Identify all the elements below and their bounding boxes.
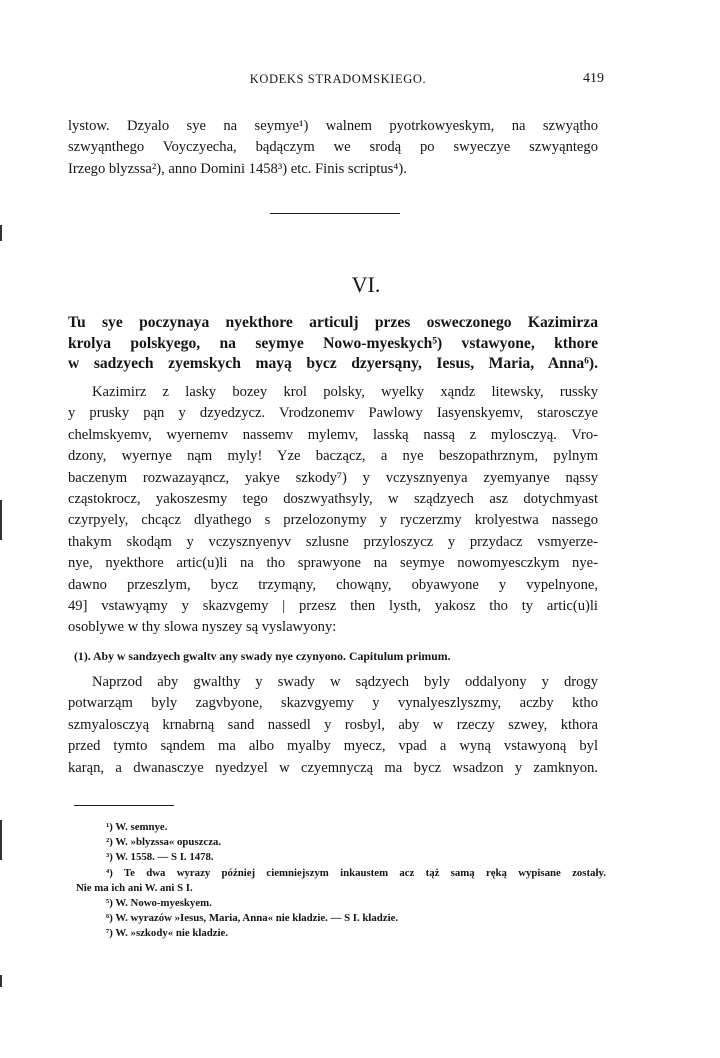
scan-edge-mark [0, 500, 2, 540]
footnote: ⁴) Te dwa wyrazy później ciemniejszym inkaustem acz tąż samą ręką wypisane zostały. [106, 866, 606, 879]
section-divider [270, 213, 400, 214]
scan-edge-mark [0, 225, 2, 241]
text-line: dzony, wyernye nąm myly! Yze baczącz, a nye beszopathrznym, pylnym [68, 448, 598, 465]
paragraph-royal-letter [68, 382, 598, 639]
text-line: lystow. Dzyalo sye na seymye¹) walnem pyotrkowyeskym, na szwyątho [68, 118, 598, 134]
text-line: Naprzod aby gwalthy y swady w sądzyech byly oddalyony y drogy [92, 674, 598, 690]
paragraph-closing-previous-section [68, 116, 598, 180]
footnote: ⁶) W. wyrazów »Iesus, Maria, Anna« nie kladzie. — S I. kladzie. [106, 912, 399, 925]
footnotes [76, 820, 606, 942]
footnote: ⁷) W. »szkody« nie kladzie. [106, 927, 229, 940]
chapter-heading: (1). Aby w sandzyech gwaltv any swady nye czynyono. Capitulum primum. [74, 649, 451, 663]
heading-line: w sadzyech zyemskych mayą bycz dzyersąny, Iesus, Maria, Anna⁶). [68, 355, 598, 372]
footnote: ¹) W. semnye. [106, 821, 168, 833]
text-line: czyrpyely, chcącz dlyathego s przelozonymy y ryczerzmy krolyestwa nassego [68, 512, 598, 529]
scan-edge-mark [0, 820, 2, 860]
section-number: VI. [351, 272, 381, 297]
text-line: nye, nyekthore artic(u)li na tho sprawyone na seymye nowomyesczkym nye- [68, 555, 598, 572]
text-line: baczenym rozwazayąncz, yakye szkody⁷) y vczysznyenya zyemyanye nąssy [68, 469, 598, 486]
text-line: Irzego blyzssa²), anno Domini 1458³) etc. Finis scriptus⁴). [68, 160, 407, 177]
page-number: 419 [583, 71, 604, 86]
footnote: ⁵) W. Nowo-myeskyem. [106, 897, 212, 910]
section-heading [68, 313, 598, 375]
heading-line: krolya polskyego, na seymye Nowo-myeskych⁵) vstawyone, kthore [68, 334, 598, 352]
text-line: karąn, a dwanasczye nyedzyel w czyemnyczą ma bycz wsadzon y zamknyon. [68, 759, 598, 776]
paragraph-chapter-one [68, 672, 598, 779]
page-header [68, 72, 608, 92]
running-title: KODEKS STRADOMSKIEGO. [249, 72, 427, 86]
text-line: szmyalosczyą krnabrną sand nassedl y rosbyl, aby w rzeczy szwey, kthora [68, 716, 598, 733]
text-line: thakym skodąm y vczysznyenyv szlusne przyloszycz y przydacz vsmyerze- [68, 533, 598, 550]
text-line: Kazimirz z lasky bozey krol polsky, wyelky xąndz litewsky, russky [92, 384, 598, 400]
text-line: cząstokrocz, yakoszesmy tego doszwyathsyly, w sządzyech asz dotychmyast [68, 491, 598, 508]
footnote: ³) W. 1558. — S I. 1478. [106, 851, 214, 864]
text-line: potwarząm byly zagvbyone, skazvgyemy y vynalyeszlyszmy, aczby ktho [68, 695, 598, 712]
heading-line: Tu sye poczynaya nyekthore articulj przes osweczonego Kazimirza [68, 314, 598, 331]
text-line: 49] vstawyąmy y skazvgemy | przesz then lysth, yakosz tho ty artic(u)li [68, 598, 598, 615]
text-line: osoblywe w thy slowa nyszey są vyslawyony: [68, 619, 337, 636]
scan-edge-mark [0, 975, 2, 987]
footnote: ²) W. »blyzssa« opuszcza. [106, 836, 222, 849]
text-line: y prusky pąn y dzyedzycz. Vrodzonemv Pawlowy Iasyenskyemv, starosczye [68, 405, 598, 422]
text-line: dawno przeszlym, bycz trzymąny, chowąny, obyawyone y vypelnyone, [68, 576, 598, 593]
footnote-continuation: Nie ma ich ani W. ani S I. [76, 881, 193, 894]
text-line: przed tymto sąndem ma albo myalby myecz, vpad a wyną vstawyoną byl [68, 738, 598, 755]
text-line: chelmskyemv, wyernemv nassemv mylemv, lasską nassą z mylosczyą. Vro- [68, 426, 598, 443]
footnote-separator [74, 805, 174, 806]
text-line: szwyąnthego Voyczyecha, bądączym we srodą po swyeczye szwyąntego [68, 139, 598, 156]
